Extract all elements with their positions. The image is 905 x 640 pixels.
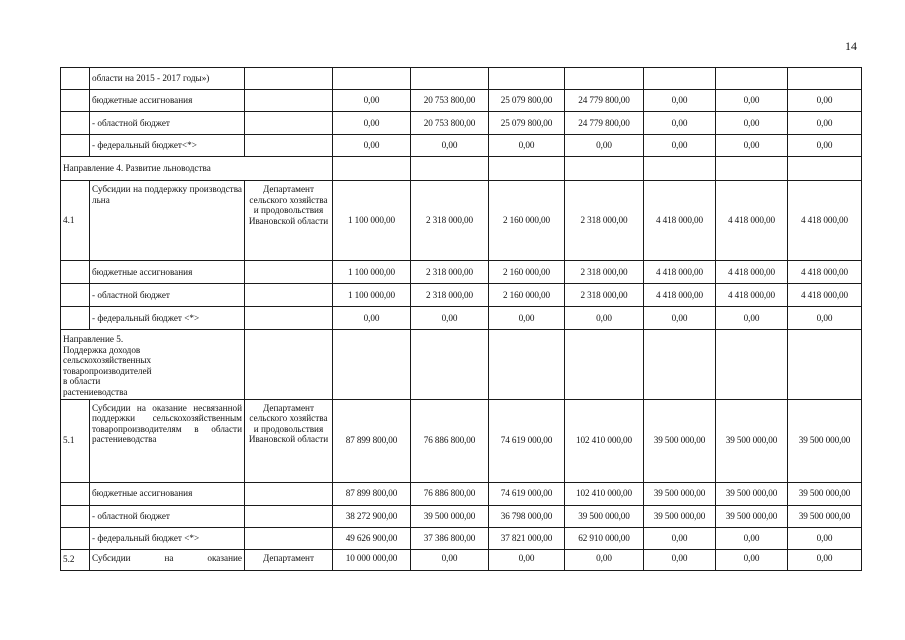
row-name: - федеральный бюджет <*>: [90, 307, 245, 330]
value-cell: 39 500 000,00: [411, 505, 489, 527]
table-row: [61, 90, 862, 112]
value-cell: 1 100 000,00: [333, 181, 411, 261]
value-cell: 87 899 800,00: [333, 399, 411, 482]
row-executor: [245, 307, 333, 330]
row-executor: [245, 261, 333, 284]
value-cell: 4 418 000,00: [644, 181, 716, 261]
value-cell: 0,00: [565, 549, 644, 570]
value-cell: 0,00: [644, 112, 716, 135]
table-row: [61, 549, 862, 570]
value-cell: 0,00: [411, 549, 489, 570]
value-cell: 2 318 000,00: [411, 181, 489, 261]
direction-row: [61, 330, 862, 400]
value-cell: 0,00: [333, 90, 411, 112]
value-cell: 0,00: [716, 112, 788, 135]
table-row: [61, 482, 862, 505]
value-cell: 62 910 000,00: [565, 527, 644, 549]
value-cell: 25 079 800,00: [489, 90, 565, 112]
value-cell: [489, 68, 565, 90]
value-cell: 74 619 000,00: [489, 399, 565, 482]
value-cell: 0,00: [565, 307, 644, 330]
value-cell: 0,00: [565, 135, 644, 157]
value-cell: 0,00: [644, 549, 716, 570]
table-row: [61, 505, 862, 527]
table-row: [61, 181, 862, 261]
value-cell: 4 418 000,00: [644, 284, 716, 307]
value-cell: 49 626 900,00: [333, 527, 411, 549]
value-cell: 0,00: [716, 527, 788, 549]
row-name: бюджетные ассигнования: [90, 90, 245, 112]
value-cell: 39 500 000,00: [644, 505, 716, 527]
value-cell: 0,00: [644, 307, 716, 330]
value-cell: 4 418 000,00: [716, 284, 788, 307]
row-code: [61, 284, 90, 307]
value-cell: 0,00: [788, 549, 862, 570]
row-name: бюджетные ассигнования: [90, 482, 245, 505]
value-cell: 4 418 000,00: [716, 181, 788, 261]
value-cell: [644, 68, 716, 90]
row-name: Субсидии на поддержку производства льна: [90, 181, 245, 261]
row-name: - федеральный бюджет <*>: [90, 527, 245, 549]
value-cell: 37 821 000,00: [489, 527, 565, 549]
table-row: [61, 307, 862, 330]
table-row: [61, 112, 862, 135]
row-code: 5.1: [61, 399, 90, 482]
value-cell: 2 318 000,00: [565, 181, 644, 261]
row-code: [61, 527, 90, 549]
value-cell: 87 899 800,00: [333, 482, 411, 505]
row-executor: [245, 68, 333, 90]
table-row: [61, 399, 862, 482]
row-executor: [245, 482, 333, 505]
value-cell: [333, 68, 411, 90]
value-cell: 39 500 000,00: [644, 399, 716, 482]
value-cell: 0,00: [716, 90, 788, 112]
row-executor: [245, 527, 333, 549]
direction-title: Направление 5. Поддержка доходов сельскохозяйственных товаропроизводителей в области растениеводства: [61, 330, 245, 400]
value-cell: 102 410 000,00: [565, 482, 644, 505]
row-code: [61, 68, 90, 90]
row-code: 4.1: [61, 181, 90, 261]
direction-row: [61, 157, 862, 181]
row-executor: Департамент сельского хозяйства и продовольствия Ивановской области: [245, 399, 333, 482]
value-cell: 1 100 000,00: [333, 261, 411, 284]
value-cell: 0,00: [644, 90, 716, 112]
row-name: - областной бюджет: [90, 284, 245, 307]
value-cell: 0,00: [788, 90, 862, 112]
page-number: 14: [845, 39, 857, 53]
row-executor: [245, 505, 333, 527]
row-name: - областной бюджет: [90, 505, 245, 527]
value-cell: 24 779 800,00: [565, 112, 644, 135]
value-cell: 2 318 000,00: [411, 261, 489, 284]
row-executor: [245, 112, 333, 135]
table-row: [61, 135, 862, 157]
row-code: 5.2: [61, 549, 90, 570]
row-code: [61, 135, 90, 157]
row-code: [61, 112, 90, 135]
value-cell: 4 418 000,00: [788, 284, 862, 307]
row-code: [61, 90, 90, 112]
value-cell: [716, 68, 788, 90]
value-cell: 39 500 000,00: [788, 482, 862, 505]
value-cell: 0,00: [788, 135, 862, 157]
row-code: [61, 482, 90, 505]
budget-table: [60, 67, 862, 571]
value-cell: 37 386 800,00: [411, 527, 489, 549]
value-cell: 2 160 000,00: [489, 284, 565, 307]
row-name: - областной бюджет: [90, 112, 245, 135]
value-cell: 2 318 000,00: [411, 284, 489, 307]
value-cell: 2 318 000,00: [565, 261, 644, 284]
value-cell: 20 753 800,00: [411, 90, 489, 112]
value-cell: 4 418 000,00: [716, 261, 788, 284]
table-row: [61, 527, 862, 549]
value-cell: 2 160 000,00: [489, 181, 565, 261]
value-cell: [788, 68, 862, 90]
value-cell: 0,00: [489, 549, 565, 570]
value-cell: 25 079 800,00: [489, 112, 565, 135]
table-row: [61, 68, 862, 90]
row-code: [61, 261, 90, 284]
value-cell: 102 410 000,00: [565, 399, 644, 482]
value-cell: 38 272 900,00: [333, 505, 411, 527]
direction-title: Направление 4. Развитие льноводства: [61, 157, 333, 181]
value-cell: 0,00: [489, 307, 565, 330]
row-executor: Департамент: [245, 549, 333, 570]
row-code: [61, 505, 90, 527]
value-cell: 4 418 000,00: [788, 261, 862, 284]
value-cell: 39 500 000,00: [788, 505, 862, 527]
value-cell: 1 100 000,00: [333, 284, 411, 307]
value-cell: 74 619 000,00: [489, 482, 565, 505]
row-name: Субсидии на оказание: [90, 549, 245, 570]
row-executor: [245, 135, 333, 157]
value-cell: 0,00: [333, 307, 411, 330]
value-cell: 0,00: [644, 135, 716, 157]
value-cell: 0,00: [788, 112, 862, 135]
value-cell: 76 886 800,00: [411, 399, 489, 482]
value-cell: 0,00: [788, 527, 862, 549]
value-cell: 10 000 000,00: [333, 549, 411, 570]
value-cell: 2 160 000,00: [489, 261, 565, 284]
value-cell: 0,00: [644, 527, 716, 549]
value-cell: [411, 68, 489, 90]
value-cell: [565, 68, 644, 90]
row-code: [61, 307, 90, 330]
value-cell: 0,00: [411, 307, 489, 330]
value-cell: 2 318 000,00: [565, 284, 644, 307]
value-cell: 0,00: [411, 135, 489, 157]
value-cell: 76 886 800,00: [411, 482, 489, 505]
value-cell: 39 500 000,00: [716, 505, 788, 527]
value-cell: 0,00: [716, 307, 788, 330]
row-name: области на 2015 - 2017 годы»): [90, 68, 245, 90]
row-name: бюджетные ассигнования: [90, 261, 245, 284]
value-cell: 39 500 000,00: [716, 399, 788, 482]
value-cell: 0,00: [333, 112, 411, 135]
value-cell: 36 798 000,00: [489, 505, 565, 527]
value-cell: 0,00: [333, 135, 411, 157]
row-executor: [245, 90, 333, 112]
table-row: [61, 261, 862, 284]
value-cell: 39 500 000,00: [788, 399, 862, 482]
row-name: Субсидии на оказание несвязанной поддержки сельскохозяйственным товаропроизводителям в области растениеводства: [90, 399, 245, 482]
value-cell: 4 418 000,00: [644, 261, 716, 284]
value-cell: 24 779 800,00: [565, 90, 644, 112]
row-executor: Департамент сельского хозяйства и продовольствия Ивановской области: [245, 181, 333, 261]
row-name: - федеральный бюджет<*>: [90, 135, 245, 157]
value-cell: 39 500 000,00: [565, 505, 644, 527]
value-cell: 0,00: [716, 549, 788, 570]
row-executor: [245, 284, 333, 307]
value-cell: 39 500 000,00: [644, 482, 716, 505]
value-cell: 39 500 000,00: [716, 482, 788, 505]
table-row: [61, 284, 862, 307]
value-cell: 0,00: [788, 307, 862, 330]
value-cell: 20 753 800,00: [411, 112, 489, 135]
value-cell: 0,00: [716, 135, 788, 157]
value-cell: 0,00: [489, 135, 565, 157]
value-cell: 4 418 000,00: [788, 181, 862, 261]
